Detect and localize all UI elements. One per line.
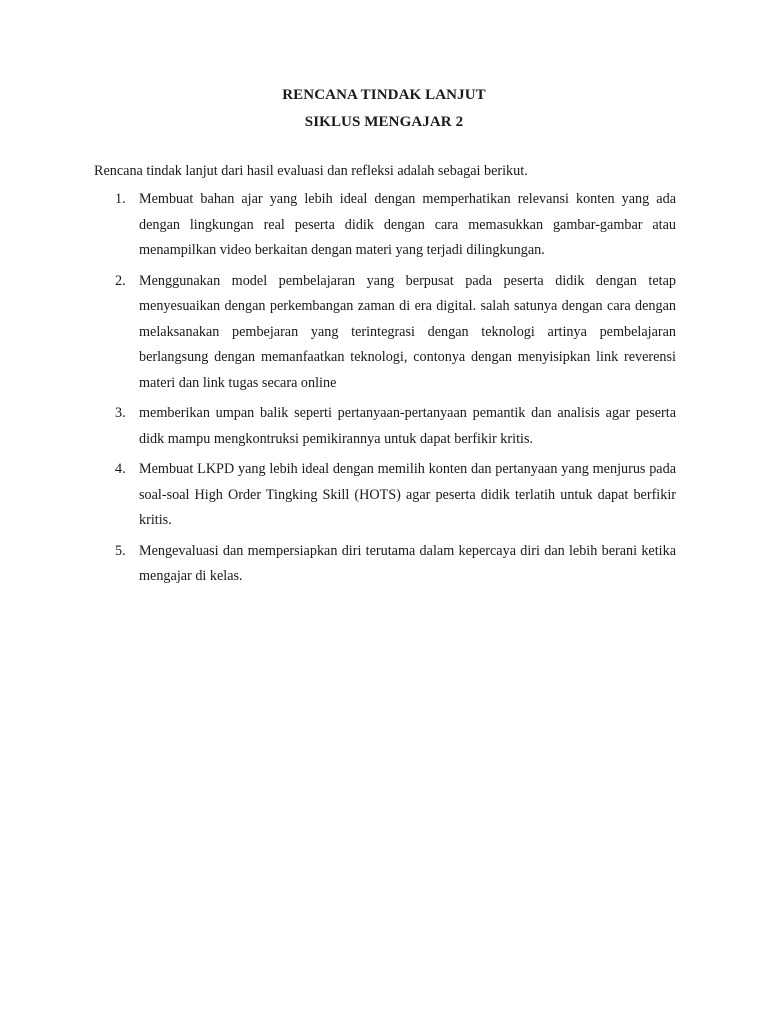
document-title: RENCANA TINDAK LANJUT	[282, 87, 486, 103]
list-item-text: Membuat bahan ajar yang lebih ideal dengan memperhatikan relevansi konten yang ada dengan lingkungan real peserta didik dengan cara memasukkan gambar-gambar atau menampilkan video berkaitan dengan materi yang terjadi dilingkungan.	[139, 191, 676, 258]
list-item-number: 3.	[115, 405, 126, 421]
list-item-number: 5.	[115, 542, 126, 559]
list-item-text: Membuat LKPD yang lebih ideal dengan memilih konten dan pertanyaan yang menjurus pada soal-soal High Order Tingking Skill (HOTS) agar peserta didik terlatih untuk dapat berfikir kritis.	[139, 461, 676, 528]
intro-paragraph: Rencana tindak lanjut dari hasil evaluasi dan refleksi adalah sebagai berikut.	[94, 163, 528, 179]
action-plan-list	[94, 187, 676, 590]
list-item	[94, 269, 676, 397]
document-subtitle: SIKLUS MENGAJAR 2	[304, 114, 464, 130]
list-item	[94, 401, 676, 452]
list-item-number: 4.	[115, 461, 126, 477]
list-item-text: Menggunakan model pembelajaran yang berpusat pada peserta didik dengan tetap menyesuaikan dengan perkembangan zaman di era digital. salah satunya dengan cara dengan melaksanakan pembejaran yang terintegrasi dengan teknologi artinya pembelajaran berlangsung dengan memanfaatkan teknologi, contonya dengan menyisipkan link reverensi materi dan link tugas secara online	[139, 272, 676, 391]
list-item-number: 2.	[115, 272, 126, 289]
list-item-text: Mengevaluasi dan mempersiapkan diri terutama dalam kepercaya diri dan lebih berani ketika mengajar di kelas.	[139, 542, 676, 584]
list-item	[94, 457, 676, 534]
list-item	[94, 539, 676, 590]
list-item-text: memberikan umpan balik seperti pertanyaan-pertanyaan pemantik dan analisis agar peserta didk mampu mengkontruksi pemikirannya untuk dapat berfikir kritis.	[139, 405, 676, 447]
list-item	[94, 187, 676, 264]
list-item-number: 1.	[115, 191, 126, 207]
